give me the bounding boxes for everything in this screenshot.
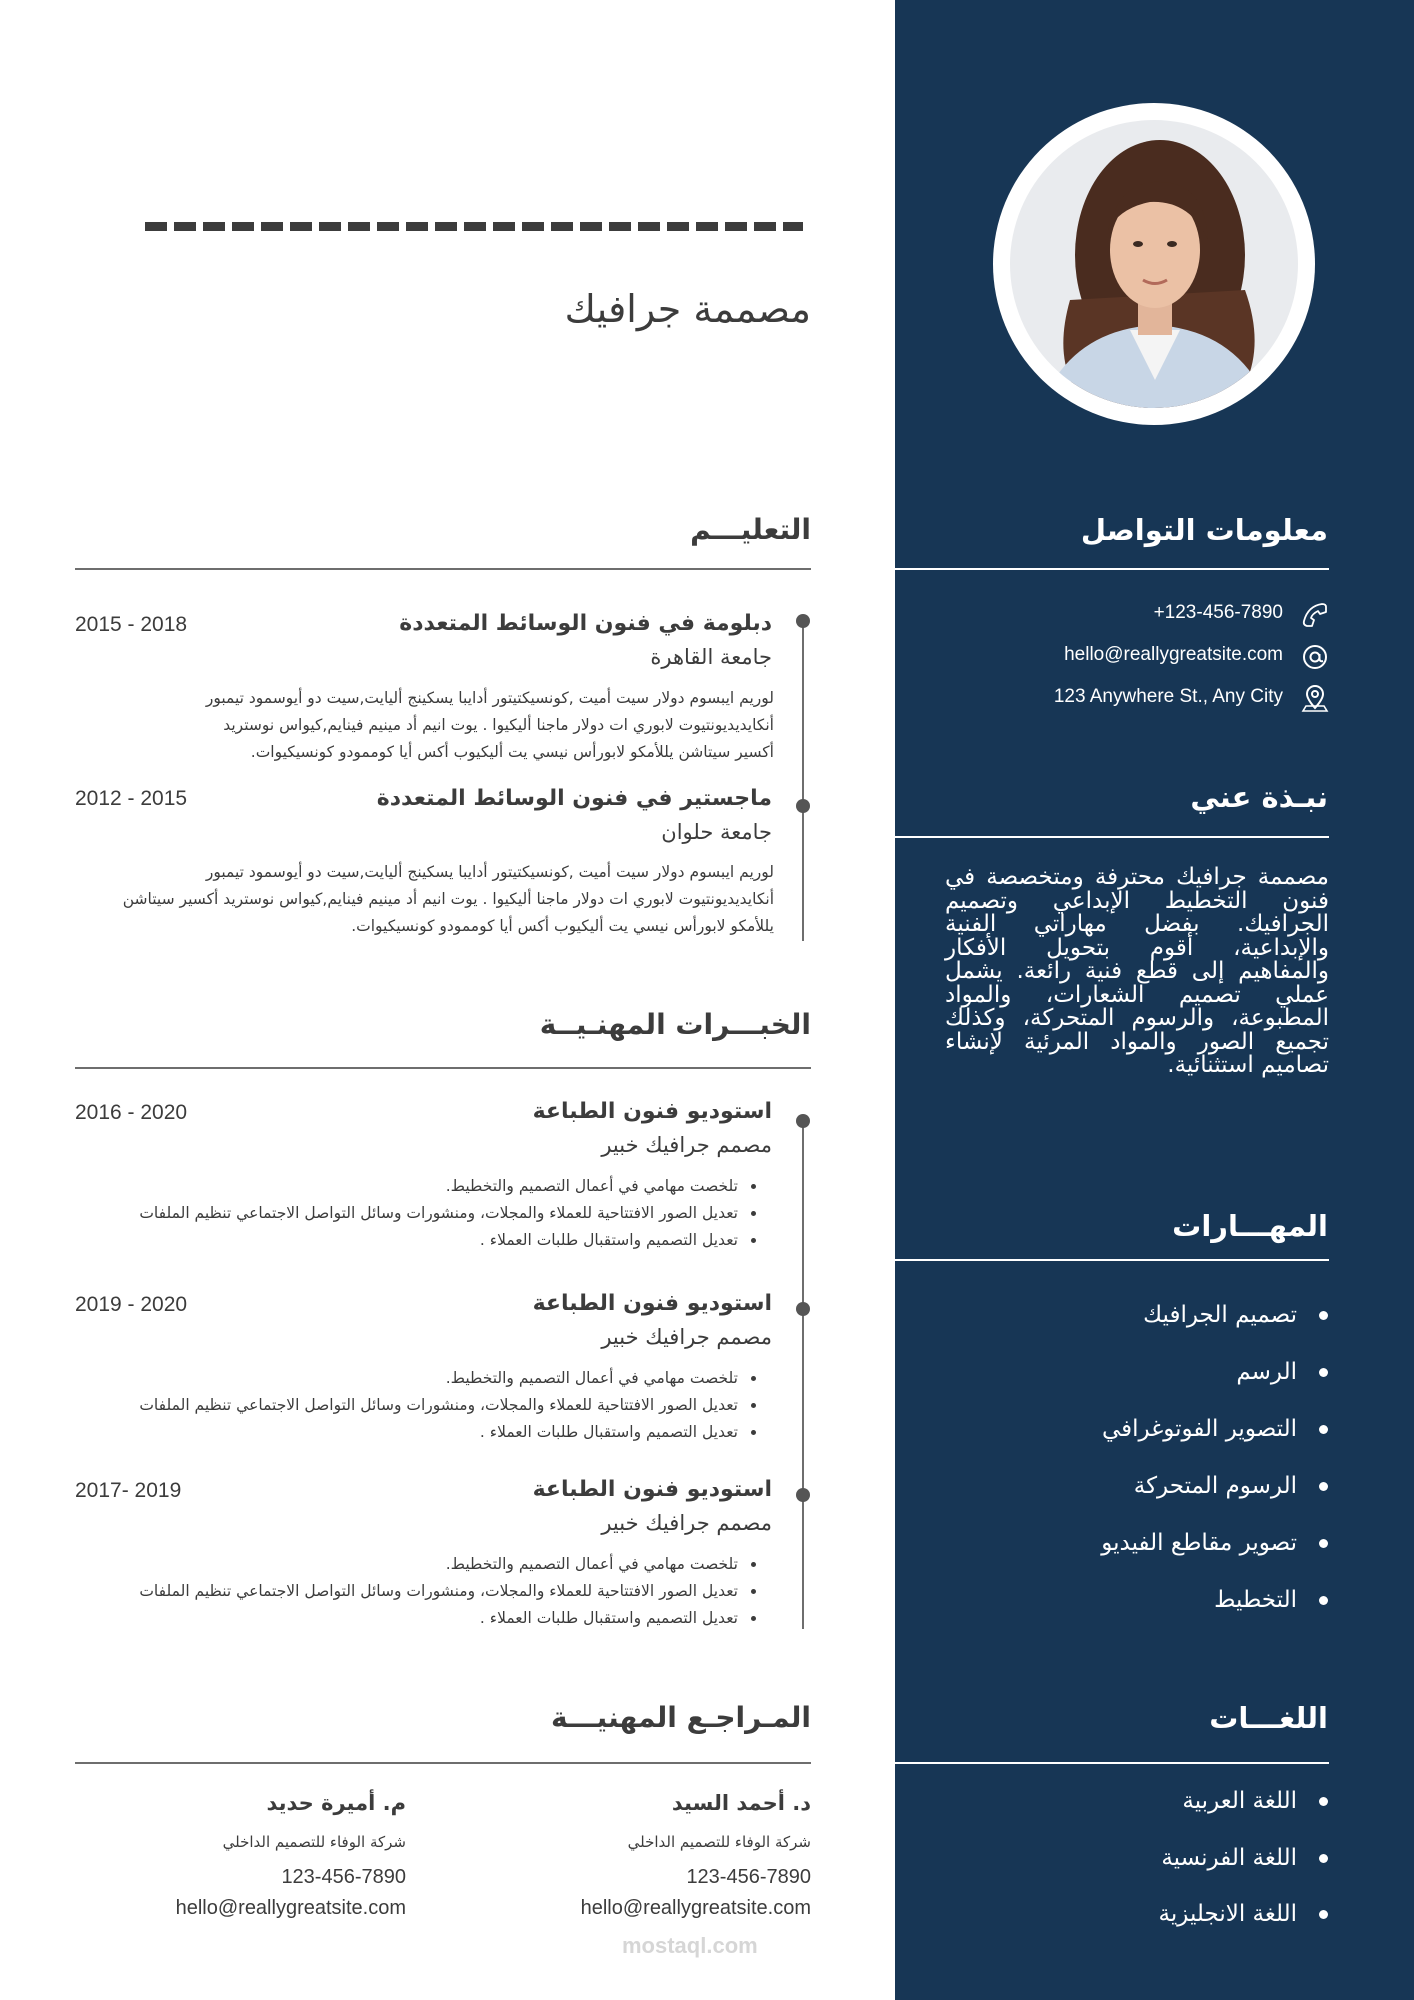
reference-name: د. أحمد السيد — [671, 1791, 811, 1815]
bullet-dot — [1319, 1368, 1328, 1377]
contact-phone: +123-456-7890 — [1153, 602, 1283, 623]
reference-phone: 123-456-7890 — [686, 1866, 811, 1888]
task-item — [38, 1365, 738, 1392]
profile-photo — [1010, 120, 1298, 408]
task-item — [38, 1173, 738, 1200]
bullet-dot — [751, 1562, 756, 1567]
timeline-dot — [796, 1114, 810, 1128]
experience-title: الخبـــرات المهنـيــة — [539, 1008, 811, 1041]
skill-label: تصوير مقاطع الفيديو — [1101, 1530, 1297, 1556]
decorative-dash-line — [145, 222, 803, 231]
task-label: تعديل الصور الافتتاحية للعملاء والمجلات، ومنشورات وسائل التواصل الاجتماعي تنظيم الملفات — [139, 1204, 738, 1222]
education-years: 2012 - 2015 — [75, 787, 188, 810]
experience-tasks — [38, 1173, 738, 1254]
experience-years: 2017- 2019 — [75, 1479, 182, 1502]
education-title: التعليـــم — [690, 513, 811, 546]
description-line: أكسير سيتاشن يللأمكو لابورأس نيسي يت أليكيوب أكس أيا كوممودو كونسيكيوات. — [250, 743, 774, 761]
language-item — [1182, 1788, 1328, 1814]
bullet-dot — [751, 1589, 756, 1594]
task-label: تعديل الصور الافتتاحية للعملاء والمجلات، ومنشورات وسائل التواصل الاجتماعي تنظيم الملفات — [139, 1396, 738, 1414]
experience-tasks — [38, 1551, 738, 1632]
experience-role: مصمم جرافيك خبير — [601, 1325, 772, 1349]
task-item — [38, 1227, 738, 1254]
task-label: تعديل التصميم واستقبال طلبات العملاء . — [479, 1231, 738, 1249]
bullet-dot — [751, 1430, 756, 1435]
bullet-dot — [1319, 1596, 1328, 1605]
at-sign-icon — [1301, 643, 1329, 671]
experience-company: استوديو فنون الطباعة — [532, 1291, 772, 1316]
bullet-dot — [751, 1616, 756, 1621]
contact-email: hello@reallygreatsite.com — [1064, 644, 1283, 665]
experience-divider — [75, 1067, 811, 1069]
language-item — [1161, 1845, 1328, 1871]
description-line: لوريم ايبسوم دولار سيت أميت ,كونسيكتيتور أدايبا يسكينج أليايت,سيت دو أيوسمود تيمبور — [205, 689, 774, 707]
experience-years: 2019 - 2020 — [75, 1293, 188, 1316]
bullet-dot — [751, 1238, 756, 1243]
task-label: تعديل التصميم واستقبال طلبات العملاء . — [479, 1609, 738, 1627]
references-divider — [75, 1762, 811, 1764]
education-degree: ماجستير في فنون الوسائط المتعددة — [376, 786, 772, 811]
experience-years: 2016 - 2020 — [75, 1101, 188, 1124]
timeline-dot — [796, 1302, 810, 1316]
skill-label: الرسم — [1236, 1359, 1297, 1385]
timeline-dot — [796, 614, 810, 628]
bullet-dot — [1319, 1482, 1328, 1491]
bullet-dot — [1319, 1425, 1328, 1434]
timeline-dot — [796, 799, 810, 813]
location-pin-icon — [1301, 684, 1329, 712]
job-title: مصممة جرافيك — [564, 287, 811, 331]
skill-item — [1134, 1473, 1328, 1499]
task-item — [38, 1551, 738, 1578]
task-item — [38, 1392, 738, 1419]
bullet-dot — [1319, 1910, 1328, 1919]
bullet-dot — [1319, 1854, 1328, 1863]
education-school: جامعة حلوان — [661, 820, 772, 844]
skill-label: تصميم الجرافيك — [1143, 1302, 1297, 1328]
task-label: تلخصت مهامي في أعمال التصميم والتخطيط. — [445, 1177, 738, 1195]
bullet-dot — [751, 1211, 756, 1216]
about-text: مصممة جرافيك محترفة ومتخصصة في فنون التخطيط الإبداعي وتصميم الجرافيك. بفضل مهاراتي الفنية والإبداعية، أقوم بتحويل الأفكار والمفاهيم إلى قطع فنية رائعة. يشمل عملي تصميم الشعارات، والمواد المطبوعة، والرسوم المتحركة، وكذلك تجميع الصور والمواد المرئية لإنشاء تصاميم استثنائية. — [945, 864, 1329, 1078]
reference-email: hello@reallygreatsite.com — [580, 1897, 811, 1919]
experience-role: مصمم جرافيك خبير — [601, 1133, 772, 1157]
education-description — [74, 685, 774, 766]
language-label: اللغة العربية — [1182, 1788, 1297, 1814]
description-line: لوريم ايبسوم دولار سيت أميت ,كونسيكتيتور أدايبا يسكينج أليايت,سيت دو أيوسمود تيمبور — [205, 863, 774, 881]
skills-title: المهـــارات — [1172, 1209, 1328, 1243]
contact-address: 123 Anywhere St., Any City — [1053, 686, 1283, 707]
language-label: اللغة الانجليزية — [1158, 1901, 1297, 1927]
task-item — [38, 1419, 738, 1446]
skill-item — [1101, 1530, 1328, 1556]
reference-name: م. أميرة حديد — [266, 1791, 406, 1815]
description-line: أنكايديديونتيوت لابوري ات دولار ماجنا أليكيوا . يوت انيم أد مينيم فينايم,كيواس نوستريد أكسير سيتاشن — [122, 890, 774, 908]
bullet-dot — [1319, 1311, 1328, 1320]
bullet-dot — [1319, 1539, 1328, 1548]
skill-item — [1102, 1416, 1328, 1442]
description-line: يللأمكو لابورأس نيسي يت أليكيوب أكس أيا كوممودو كونسيكيوات. — [351, 917, 774, 935]
task-item — [38, 1578, 738, 1605]
reference-phone: 123-456-7890 — [281, 1866, 406, 1888]
experience-company: استوديو فنون الطباعة — [532, 1477, 772, 1502]
references-title: المـراجـع المهنيـــة — [550, 1701, 811, 1734]
task-label: تلخصت مهامي في أعمال التصميم والتخطيط. — [445, 1555, 738, 1573]
skill-label: الرسوم المتحركة — [1133, 1473, 1297, 1499]
experience-tasks — [38, 1365, 738, 1446]
phone-icon — [1301, 601, 1329, 629]
timeline-dot — [796, 1488, 810, 1502]
education-timeline — [802, 621, 804, 941]
watermark: mostaql.com — [622, 1933, 758, 1958]
skill-item — [1143, 1302, 1328, 1328]
reference-email: hello@reallygreatsite.com — [175, 1897, 406, 1919]
languages-title: اللغـــات — [1209, 1701, 1328, 1735]
about-title: نبـذة عني — [1190, 780, 1328, 814]
languages-divider — [895, 1762, 1329, 1764]
experience-company: استوديو فنون الطباعة — [532, 1099, 772, 1124]
reference-company: شركة الوفاء للتصميم الداخلي — [627, 1833, 811, 1851]
bullet-dot — [751, 1403, 756, 1408]
task-label: تعديل الصور الافتتاحية للعملاء والمجلات، ومنشورات وسائل التواصل الاجتماعي تنظيم الملفات — [139, 1582, 738, 1600]
education-description — [74, 859, 774, 940]
skill-item — [1214, 1587, 1328, 1613]
language-item — [1159, 1901, 1328, 1927]
task-label: تعديل التصميم واستقبال طلبات العملاء . — [479, 1423, 738, 1441]
skill-item — [1236, 1359, 1328, 1385]
education-divider — [75, 568, 811, 570]
profile-photo-illustration — [1010, 120, 1298, 408]
reference-company: شركة الوفاء للتصميم الداخلي — [222, 1833, 406, 1851]
education-degree: دبلومة في فنون الوسائط المتعددة — [399, 611, 772, 636]
language-label: اللغة الفرنسية — [1161, 1845, 1297, 1871]
task-item — [38, 1200, 738, 1227]
experience-role: مصمم جرافيك خبير — [601, 1511, 772, 1535]
bullet-dot — [751, 1184, 756, 1189]
contact-title: معلومات التواصل — [1080, 513, 1328, 547]
skill-label: التصوير الفوتوغرافي — [1101, 1416, 1297, 1442]
task-item — [38, 1605, 738, 1632]
education-school: جامعة القاهرة — [650, 645, 772, 669]
bullet-dot — [751, 1376, 756, 1381]
education-years: 2015 - 2018 — [75, 613, 188, 636]
contact-divider — [895, 568, 1329, 570]
about-divider — [895, 836, 1329, 838]
description-line: أنكايديديونتيوت لابوري ات دولار ماجنا أليكيوا . يوت انيم أد مينيم فينايم,كيواس نوستريد — [223, 716, 774, 734]
experience-timeline — [802, 1121, 804, 1629]
task-label: تلخصت مهامي في أعمال التصميم والتخطيط. — [445, 1369, 738, 1387]
skill-label: التخطيط — [1214, 1587, 1297, 1613]
skills-divider — [895, 1259, 1329, 1261]
bullet-dot — [1319, 1797, 1328, 1806]
